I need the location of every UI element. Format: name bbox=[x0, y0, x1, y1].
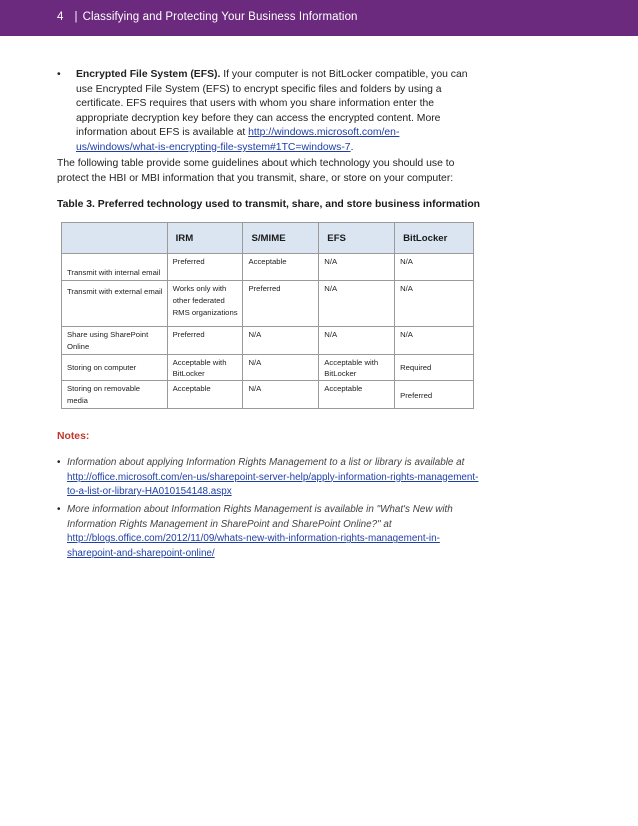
table-row bbox=[62, 281, 474, 327]
table-cell: N/A bbox=[243, 354, 319, 381]
table-cell: N/A bbox=[395, 327, 474, 355]
table-cell: N/A bbox=[319, 281, 395, 327]
bullet-marker: • bbox=[57, 69, 61, 80]
note-text bbox=[67, 503, 481, 561]
table-header-row bbox=[62, 223, 474, 254]
note-item bbox=[57, 503, 481, 561]
table-cell: N/A bbox=[395, 281, 474, 327]
header-cell: EFS bbox=[319, 223, 395, 254]
header-cell: IRM bbox=[167, 223, 243, 254]
row-label: Storing on computer bbox=[62, 354, 168, 381]
page-header bbox=[0, 0, 638, 36]
page-number: 4 bbox=[57, 11, 64, 23]
header-title: Classifying and Protecting Your Business Information bbox=[82, 11, 358, 23]
row-label: Transmit with external email bbox=[62, 281, 168, 327]
table-cell: Acceptable bbox=[167, 381, 243, 409]
efs-lead: Encrypted File System (EFS). bbox=[76, 69, 221, 80]
table-cell: Preferred bbox=[395, 381, 474, 409]
table-cell: Works only with other federated RMS organizations bbox=[167, 281, 243, 327]
table-cell: Required bbox=[395, 354, 474, 381]
efs-bullet bbox=[57, 68, 477, 156]
header-cell: S/MIME bbox=[243, 223, 319, 254]
table-row bbox=[62, 327, 474, 355]
table-row bbox=[62, 381, 474, 409]
note-body: More information about Information Rights Management is available in "What's New with Information Rights Management in SharePoint and SharePoint Online?" at bbox=[67, 504, 453, 530]
table-cell: Acceptable bbox=[319, 381, 395, 409]
table-cell: Preferred bbox=[167, 327, 243, 355]
table-cell: N/A bbox=[319, 254, 395, 281]
note-link[interactable]: http://office.microsoft.com/en-us/sharepoint-server-help/apply-information-rights-management-to-a-list-or-library-HA010154148.aspx bbox=[67, 471, 479, 498]
table-row bbox=[62, 254, 474, 281]
notes-title: Notes: bbox=[57, 431, 90, 442]
table-cell: Preferred bbox=[167, 254, 243, 281]
efs-link[interactable]: http://windows.microsoft.com/en-us/windows/what-is-encrypting-file-system#1TC=windows-7 bbox=[76, 127, 400, 153]
efs-tail: . bbox=[350, 141, 354, 153]
note-body: Information about applying Information Rights Management to a list or library is available at bbox=[67, 457, 465, 468]
header-separator: | bbox=[74, 11, 78, 23]
intro-paragraph: The following table provide some guidelines about which technology you should use to protect the HBI or MBI information that you transmit, share, or store on your computer: bbox=[57, 158, 455, 184]
row-label: Share using SharePoint Online bbox=[62, 327, 168, 355]
efs-bullet-text bbox=[76, 68, 477, 156]
table-cell: Preferred bbox=[243, 281, 319, 327]
technology-table bbox=[61, 222, 474, 409]
row-label: Transmit with internal email bbox=[62, 254, 168, 281]
row-label: Storing on removable media bbox=[62, 381, 168, 409]
note-link[interactable]: http://blogs.office.com/2012/11/09/whats-new-with-information-rights-management-in-sharepoint-and-sharepoint-online/ bbox=[67, 533, 440, 559]
efs-body: If your computer is not BitLocker compatible, you can use Encrypted File System (EFS) to encrypt specific files and folders by using a certificate. EFS requires that users with whom you share information enter the appropriate decryption key before they can access the encrypted content. More information about EFS is available at bbox=[76, 69, 468, 139]
header-cell bbox=[62, 223, 168, 254]
table-cell: N/A bbox=[319, 327, 395, 355]
header-text bbox=[57, 11, 358, 23]
table-cell: N/A bbox=[243, 381, 319, 409]
bullet-marker: • bbox=[57, 504, 61, 515]
table-cell: Acceptable bbox=[243, 254, 319, 281]
note-item bbox=[57, 456, 481, 500]
note-text bbox=[67, 456, 481, 500]
table-caption: Table 3. Preferred technology used to transmit, share, and store business information bbox=[57, 199, 481, 210]
bullet-marker: • bbox=[57, 457, 61, 468]
header-cell: BitLocker bbox=[395, 223, 474, 254]
table-row bbox=[62, 354, 474, 381]
table-cell: N/A bbox=[395, 254, 474, 281]
table-cell: Acceptable with BitLocker bbox=[319, 354, 395, 381]
table-cell: N/A bbox=[243, 327, 319, 355]
table-cell: Acceptable with BitLocker bbox=[167, 354, 243, 381]
